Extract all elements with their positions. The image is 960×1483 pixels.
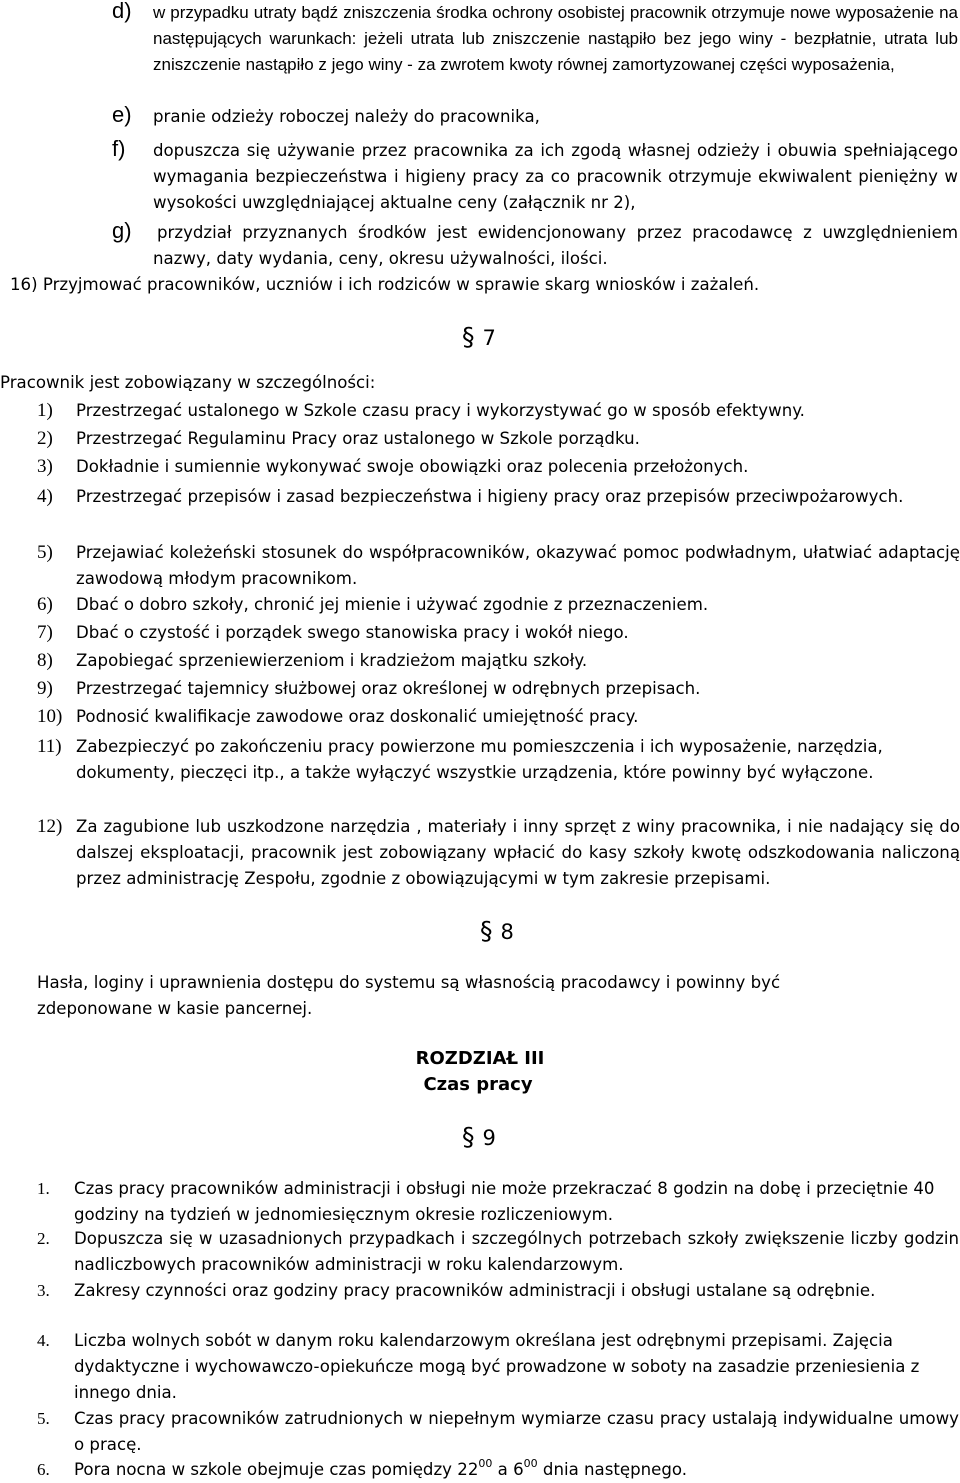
duty-number: 1) [37,400,53,421]
duty-number: 8) [37,650,53,671]
duty-number: 3) [37,456,53,477]
section-symbol: § [462,322,475,351]
list-marker: d) [112,0,132,23]
duty-text: Przestrzegać Regulaminu Pracy oraz ustalonego w Szkole porządku. [76,429,640,448]
duty-number: 2) [37,428,53,449]
duty-text: Dokładnie i sumiennie wykonywać swoje obowiązki oraz polecenia przełożonych. [76,457,749,476]
duty-text: Dbać o czystość i porządek swego stanowiska pracy i wokół niego. [76,623,629,642]
duty-number: 7) [37,622,53,643]
hours-text: Liczba wolnych sobót w danym roku kalendarzowym określana jest odrębnymi przepisami. Zajęcia dydaktyczne i wychowawczo-opiekuńcze mogą być prowadzone w soboty na zasadzie przeniesienia z innego dnia. [74,1331,920,1402]
duty-number: 5) [37,542,53,563]
section-8-text: Hasła, loginy i uprawnienia dostępu do systemu są własnością pracodawcy i powinny być zdeponowane w kasie pancernej. [37,973,781,1018]
section-number: 9 [482,1126,496,1150]
hours-number: 1. [37,1179,50,1198]
section-8-heading [480,918,514,945]
section-number: 7 [482,326,496,350]
section-9-heading [462,1124,496,1151]
chapter-subtitle: Czas pracy [423,1074,533,1095]
hours-text: Dopuszcza się w uzasadnionych przypadkach i szczególnych potrzebach szkoły zwiększenie liczby godzin nadliczbowych pracowników administracji w roku kalendarzowym. [74,1229,959,1274]
hours-text: Zakresy czynności oraz godziny pracy pracowników administracji i obsługi ustalane są odrębnie. [74,1281,876,1300]
list-text: w przypadku utraty bądź zniszczenia środka ochrony osobistej pracownik otrzymuje nowe wyposażenie na następujących warunkach: jeżeli utrata lub zniszczenie nastąpiło bez jego winy - bezpłatnie, utrata lub zniszczenie nastąpiło z jego winy - za zwrotem kwoty równej zamortyzowanej części wyposażenia, [153,3,958,74]
section-7-heading [462,324,496,351]
duty-text: Zapobiegać sprzeniewierzeniom i kradzieżom majątku szkoły. [76,651,588,670]
duty-text: Podnosić kwalifikacje zawodowe oraz doskonalić umiejętność pracy. [76,707,639,726]
list-text: pranie odzieży roboczej należy do pracownika, [153,107,540,126]
duty-number: 12) [37,816,63,837]
duty-text: Przestrzegać przepisów i zasad bezpieczeństwa i higieny pracy oraz przepisów przeciwpożarowych. [76,487,904,506]
list-text: dopuszcza się używanie przez pracownika za ich zgodą własnej odzieży i obuwia spełniającego wymagania bezpieczeństwa i higieny pracy za co pracownik otrzymuje ekwiwalent pieniężny w wysokości uwzględniającej aktualne ceny (załącznik nr 2), [153,141,958,212]
list-marker: g) [112,218,132,243]
duty-number: 10) [37,706,63,727]
hours-number: 3. [37,1281,50,1300]
duty-number: 9) [37,678,53,699]
duty-text: Przejawiać koleżeński stosunek do współpracowników, okazywać pomoc podwładnym, ułatwiać adaptację zawodową młodym pracownikom. [76,543,960,588]
hours-text-part: dnia następnego. [537,1460,688,1479]
hours-number: 4. [37,1331,50,1350]
list-marker: f) [112,136,126,161]
duty-text: Dbać o dobro szkoły, chronić jej mienie i używać zgodnie z przeznaczeniem. [76,595,709,614]
hours-text-part: Pora nocna w szkole obejmuje czas pomiędzy 22 [74,1460,479,1479]
hours-number: 5. [37,1409,50,1428]
section-number: 8 [500,920,514,944]
list-marker: e) [112,102,132,127]
hours-number: 6. [37,1460,50,1479]
duty-text: Przestrzegać ustalonego w Szkole czasu pracy i wykorzystywać go w sposób efektywny. [76,401,805,420]
list-text: przydział przyznanych środków jest ewidencjonowany przez pracodawcę z uwzględnieniem nazwy, daty wydania, ceny, okresu używalności, ilości. [153,223,958,268]
duty-number: 4) [37,486,53,507]
duty-number: 6) [37,594,53,615]
section-symbol: § [480,916,493,945]
chapter-title: ROZDZIAŁ III [415,1048,545,1069]
hours-superscript: 00 [478,1457,493,1471]
duty-text: Zabezpieczyć po zakończeniu pracy powierzone mu pomieszczenia i ich wyposażenie, narzędzia, dokumenty, pieczęci itp., a także wyłączyć wszystkie urządzenia, które powinny być wyłączone. [76,737,883,782]
hours-superscript: 00 [523,1457,538,1471]
duty-text: Przestrzegać tajemnicy służbowej oraz określonej w odrębnych przepisach. [76,679,701,698]
item-16: 16) Przyjmować pracowników, uczniów i ich rodziców w sprawie skarg wniosków i zażaleń. [10,275,760,294]
hours-number: 2. [37,1229,50,1248]
hours-text: Czas pracy pracowników zatrudnionych w niepełnym wymiarze czasu pracy ustalają indywidualne umowy o pracę. [74,1409,959,1454]
section-symbol: § [462,1122,475,1151]
hours-text [74,1457,954,1483]
duty-number: 11) [37,736,62,757]
hours-text: Czas pracy pracowników administracji i obsługi nie może przekraczać 8 godzin na dobę i przeciętnie 40 godziny na tydzień w jednomiesięcznym okresie rozliczeniowym. [74,1179,935,1224]
section-7-intro: Pracownik jest zobowiązany w szczególności: [0,373,376,392]
hours-text-part: a 6 [492,1460,524,1479]
duty-text: Za zagubione lub uszkodzone narzędzia , materiały i inny sprzęt z winy pracownika, i nie nadający się do dalszej eksploatacji, pracownik jest zobowiązany wpłacić do kasy szkoły kwotę odszkodowania naliczoną przez administrację Zespołu, zgodnie z obowiązującymi w tym zakresie przepisami. [76,817,960,888]
